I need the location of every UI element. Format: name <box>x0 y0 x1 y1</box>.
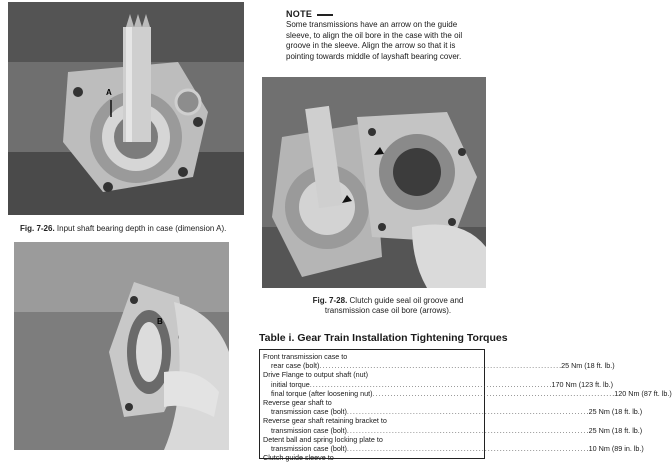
table-row-value: .120 Nm (87 ft. lb.) <box>612 388 672 398</box>
table-row <box>263 352 481 361</box>
callout-a: A <box>106 88 112 97</box>
figure-number: Fig. 7-26. <box>20 224 55 233</box>
table-row-label: Reverse gear shaft to <box>263 398 332 408</box>
table-row <box>263 407 643 417</box>
table-row-label: transmission case (bolt) <box>271 425 347 435</box>
table-row-value: .25 Nm (18 ft. lb.) <box>586 425 643 435</box>
bearing-photo-illustration <box>8 2 244 215</box>
table-row-label: transmission case (bolt) <box>271 407 347 417</box>
table-row-label: rear case (bolt) <box>271 361 320 371</box>
table-row <box>263 398 481 407</box>
figure-caption-text: Clutch guide seal oil groove and transmission case oil bore (arrows). <box>324 296 464 315</box>
table-row-leader: ................................................................................ <box>319 361 560 371</box>
seal-photo-illustration <box>14 242 229 450</box>
table-row <box>263 416 481 425</box>
table-row <box>263 425 643 435</box>
table-row-value: .25 Nm (18 ft. lb.) <box>586 407 643 417</box>
figure-caption-7-26 <box>20 224 250 234</box>
table-row-label: Reverse gear shaft retaining bracket to <box>263 416 387 426</box>
table-row <box>263 435 481 444</box>
photo-seal-in-hand <box>14 242 229 450</box>
table-row-label: final torque (after loosening nut) <box>271 388 373 398</box>
table-row-leader: ................................................................................ <box>372 388 613 398</box>
table-row-value: .10 Nm (89 in. lb.) <box>586 444 644 454</box>
table-row-leader: ................................................................................ <box>346 444 587 454</box>
note-rule <box>317 14 333 16</box>
figure-number: Fig. 7-28. <box>312 296 348 305</box>
table-row-label: initial torque <box>271 379 310 389</box>
table-row-value: .25 Nm (18 ft. lb.) <box>559 361 615 371</box>
figure-caption-7-28 <box>290 296 486 316</box>
table-row <box>263 444 644 454</box>
clutch-photo-illustration <box>262 77 486 288</box>
figure-caption-text: Input shaft bearing depth in case (dimension A). <box>56 224 227 233</box>
table-row-leader: ................................................................................ <box>309 379 550 389</box>
table-row <box>263 388 672 398</box>
table-row <box>263 379 614 389</box>
table-row <box>263 453 481 462</box>
table-row-label: Drive Flange to output shaft (nut) <box>263 370 369 380</box>
note-heading: NOTE <box>286 9 313 19</box>
table-row-label: Front transmission case to <box>263 352 348 361</box>
table-row-value: .170 Nm (123 ft. lb.) <box>549 379 614 389</box>
table-row <box>263 370 481 379</box>
table-row-leader: ................................................................................ <box>346 425 587 435</box>
table-row-label: Clutch guide sleeve to <box>263 453 334 462</box>
table-row-label: transmission case (bolt) <box>271 444 347 454</box>
callout-b: B <box>157 317 163 326</box>
table-row-label: Detent ball and spring locking plate to <box>263 434 383 444</box>
table-row-leader: ................................................................................ <box>346 407 587 417</box>
table-title: Table i. Gear Train Installation Tightening Torques <box>259 332 508 344</box>
photo-clutch-guide-seal <box>262 77 486 288</box>
photo-input-shaft-bearing <box>8 2 244 215</box>
note-text: Some transmissions have an arrow on the guide sleeve, to align the oil bore in the case with the oil groove in the sleeve. Align the arrow so that it is pointing towards middle of layshaft bearing cover. <box>286 20 463 61</box>
table-row <box>263 361 615 371</box>
torque-table <box>259 349 672 462</box>
